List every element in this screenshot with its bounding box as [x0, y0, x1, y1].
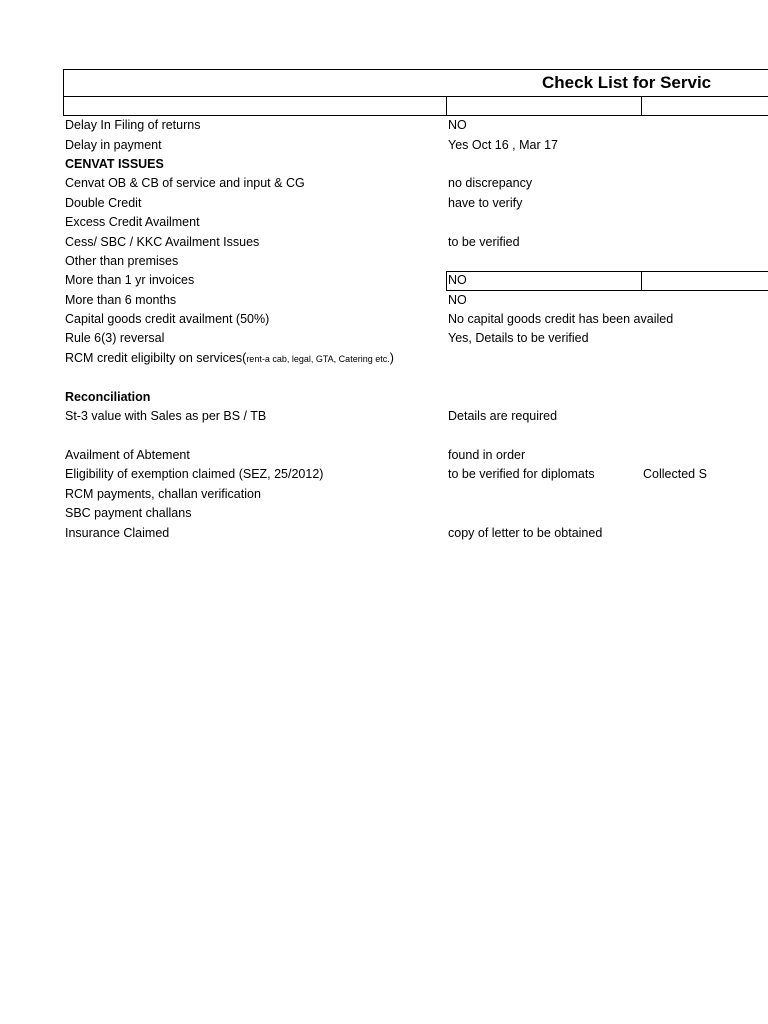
- table-row: [0, 388, 768, 407]
- selected-cell-box[interactable]: [446, 271, 642, 291]
- subheader-row: [63, 96, 768, 116]
- row-label: Cenvat OB & CB of service and input & CG: [65, 176, 305, 190]
- table-row: [0, 116, 768, 135]
- row-label: St-3 value with Sales as per BS / TB: [65, 409, 267, 423]
- row-status: Yes, Details to be verified: [448, 331, 589, 345]
- table-row: [0, 465, 768, 484]
- row-label-main: RCM credit eligibilty on services(: [65, 351, 247, 365]
- row-label: Cess/ SBC / KKC Availment Issues: [65, 235, 260, 249]
- row-status: NO: [448, 118, 467, 132]
- title-cell[interactable]: [63, 69, 768, 97]
- row-label: RCM payments, challan verification: [65, 487, 261, 501]
- selected-cell-box-extra[interactable]: [641, 271, 768, 291]
- row-status: no discrepancy: [448, 176, 533, 190]
- section-heading-reconciliation: Reconciliation: [65, 390, 151, 404]
- table-row: [0, 233, 768, 252]
- table-row: [0, 329, 768, 348]
- subheader-cell-c[interactable]: [641, 96, 768, 116]
- section-heading-cenvat: CENVAT ISSUES: [65, 157, 164, 171]
- page-title: Check List for Servic: [542, 73, 712, 92]
- row-status: found in order: [448, 448, 526, 462]
- row-label: More than 6 months: [65, 293, 177, 307]
- row-status: to be verified for diplomats: [448, 467, 595, 481]
- row-label: Other than premises: [65, 254, 179, 268]
- table-row: [0, 349, 768, 368]
- table-row: [0, 271, 768, 291]
- row-extra-note: Collected S: [643, 467, 707, 481]
- row-label: Eligibility of exemption claimed (SEZ, 25/2012): [65, 467, 324, 481]
- row-status: Details are required: [448, 409, 558, 423]
- subheader-cell-a[interactable]: [63, 96, 447, 116]
- table-row: [0, 136, 768, 155]
- row-label: [65, 351, 394, 365]
- row-status: Yes Oct 16 , Mar 17: [448, 138, 559, 152]
- table-row: [0, 310, 768, 329]
- table-row: [0, 524, 768, 543]
- row-label: Insurance Claimed: [65, 526, 170, 540]
- table-row: [0, 213, 768, 232]
- row-label: Delay in payment: [65, 138, 162, 152]
- table-row: [0, 446, 768, 465]
- table-row: [0, 155, 768, 174]
- row-status: copy of letter to be obtained: [448, 526, 603, 540]
- row-status: NO: [448, 273, 467, 287]
- row-label: Capital goods credit availment (50%): [65, 312, 270, 326]
- row-label-close: ): [389, 351, 394, 365]
- row-label: More than 1 yr invoices: [65, 273, 195, 287]
- table-row: [0, 291, 768, 310]
- row-status: to be verified: [448, 235, 520, 249]
- table-row: [0, 252, 768, 271]
- table-row: [0, 174, 768, 193]
- row-label: Delay In Filing of returns: [65, 118, 201, 132]
- row-status: NO: [448, 293, 467, 307]
- table-row: [0, 504, 768, 523]
- subheader-cell-b[interactable]: [446, 96, 642, 116]
- table-row: [0, 194, 768, 213]
- row-label: Availment of Abtement: [65, 448, 190, 462]
- row-label-examples: rent-a cab, legal, GTA, Catering etc.: [246, 354, 390, 364]
- table-row: [0, 485, 768, 504]
- table-row: [0, 407, 768, 426]
- row-label: Rule 6(3) reversal: [65, 331, 165, 345]
- row-status: have to verify: [448, 196, 523, 210]
- row-label: SBC payment challans: [65, 506, 192, 520]
- row-label: Excess Credit Availment: [65, 215, 200, 229]
- row-label: Double Credit: [65, 196, 142, 210]
- row-status: No capital goods credit has been availed: [448, 312, 674, 326]
